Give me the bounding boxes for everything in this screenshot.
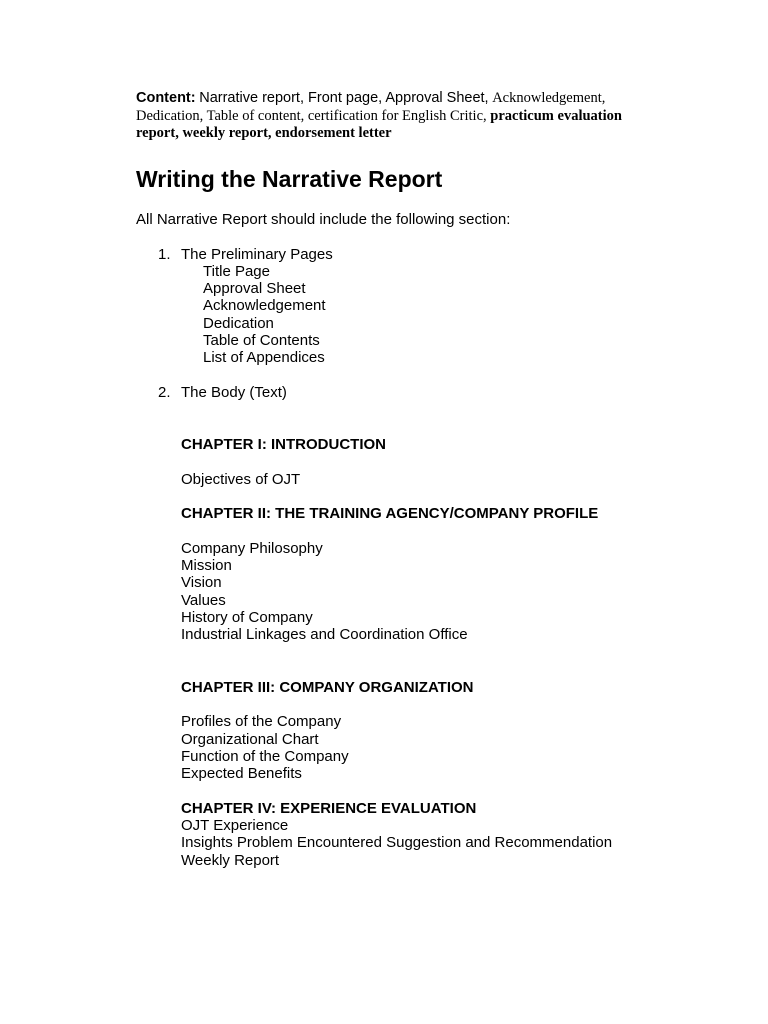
content-serif-text-2: Dedication, Table of content, certification for English Critic, (136, 108, 487, 124)
page-title: Writing the Narrative Report (136, 166, 443, 192)
preliminary-item: Approval Sheet (203, 280, 306, 297)
list-item-body: The Body (Text) (181, 384, 287, 401)
chapter-4-title: CHAPTER IV: EXPERIENCE EVALUATION (181, 800, 477, 817)
content-bold-text-2: report, weekly report, endorsement letter (136, 125, 392, 141)
chapter-item: Weekly Report (181, 852, 280, 869)
chapter-3-title: CHAPTER III: COMPANY ORGANIZATION (181, 679, 474, 696)
chapter-item: Company Philosophy (181, 540, 323, 557)
preliminary-item: Dedication (203, 315, 274, 332)
chapter-item: Objectives of OJT (181, 471, 301, 488)
content-serif-text: Acknowledgement, (492, 90, 606, 106)
chapter-item: Mission (181, 557, 232, 574)
chapter-item: Vision (181, 574, 222, 591)
chapter-item: Expected Benefits (181, 765, 302, 782)
preliminary-item: Table of Contents (203, 332, 320, 349)
intro-text: All Narrative Report should include the following section: (136, 211, 511, 228)
content-label: Content: (136, 90, 196, 106)
content-bold-text-1: practicum evaluation (490, 108, 622, 124)
chapter-item: OJT Experience (181, 817, 289, 834)
chapter-item: History of Company (181, 609, 313, 626)
chapter-1-title: CHAPTER I: INTRODUCTION (181, 436, 386, 453)
list-number-1: 1. (158, 246, 171, 263)
preliminary-item: List of Appendices (203, 349, 325, 366)
content-sans-text: Narrative report, Front page, Approval Sheet, (199, 90, 489, 106)
chapter-item: Organizational Chart (181, 731, 319, 748)
chapter-2-title: CHAPTER II: THE TRAINING AGENCY/COMPANY PROFILE (181, 505, 599, 522)
chapter-item: Function of the Company (181, 748, 349, 765)
chapter-item: Values (181, 592, 226, 609)
list-number-2: 2. (158, 384, 171, 401)
chapter-item: Profiles of the Company (181, 713, 342, 730)
chapter-item: Industrial Linkages and Coordination Office (181, 626, 468, 643)
content-summary-line-1 (136, 90, 656, 108)
content-summary-line-3 (136, 125, 656, 143)
preliminary-item: Title Page (203, 263, 270, 280)
content-summary-line-2 (136, 108, 656, 126)
preliminary-item: Acknowledgement (203, 297, 326, 314)
list-item-preliminary-pages: The Preliminary Pages (181, 246, 333, 263)
chapter-item: Insights Problem Encountered Suggestion and Recommendation (181, 834, 613, 851)
